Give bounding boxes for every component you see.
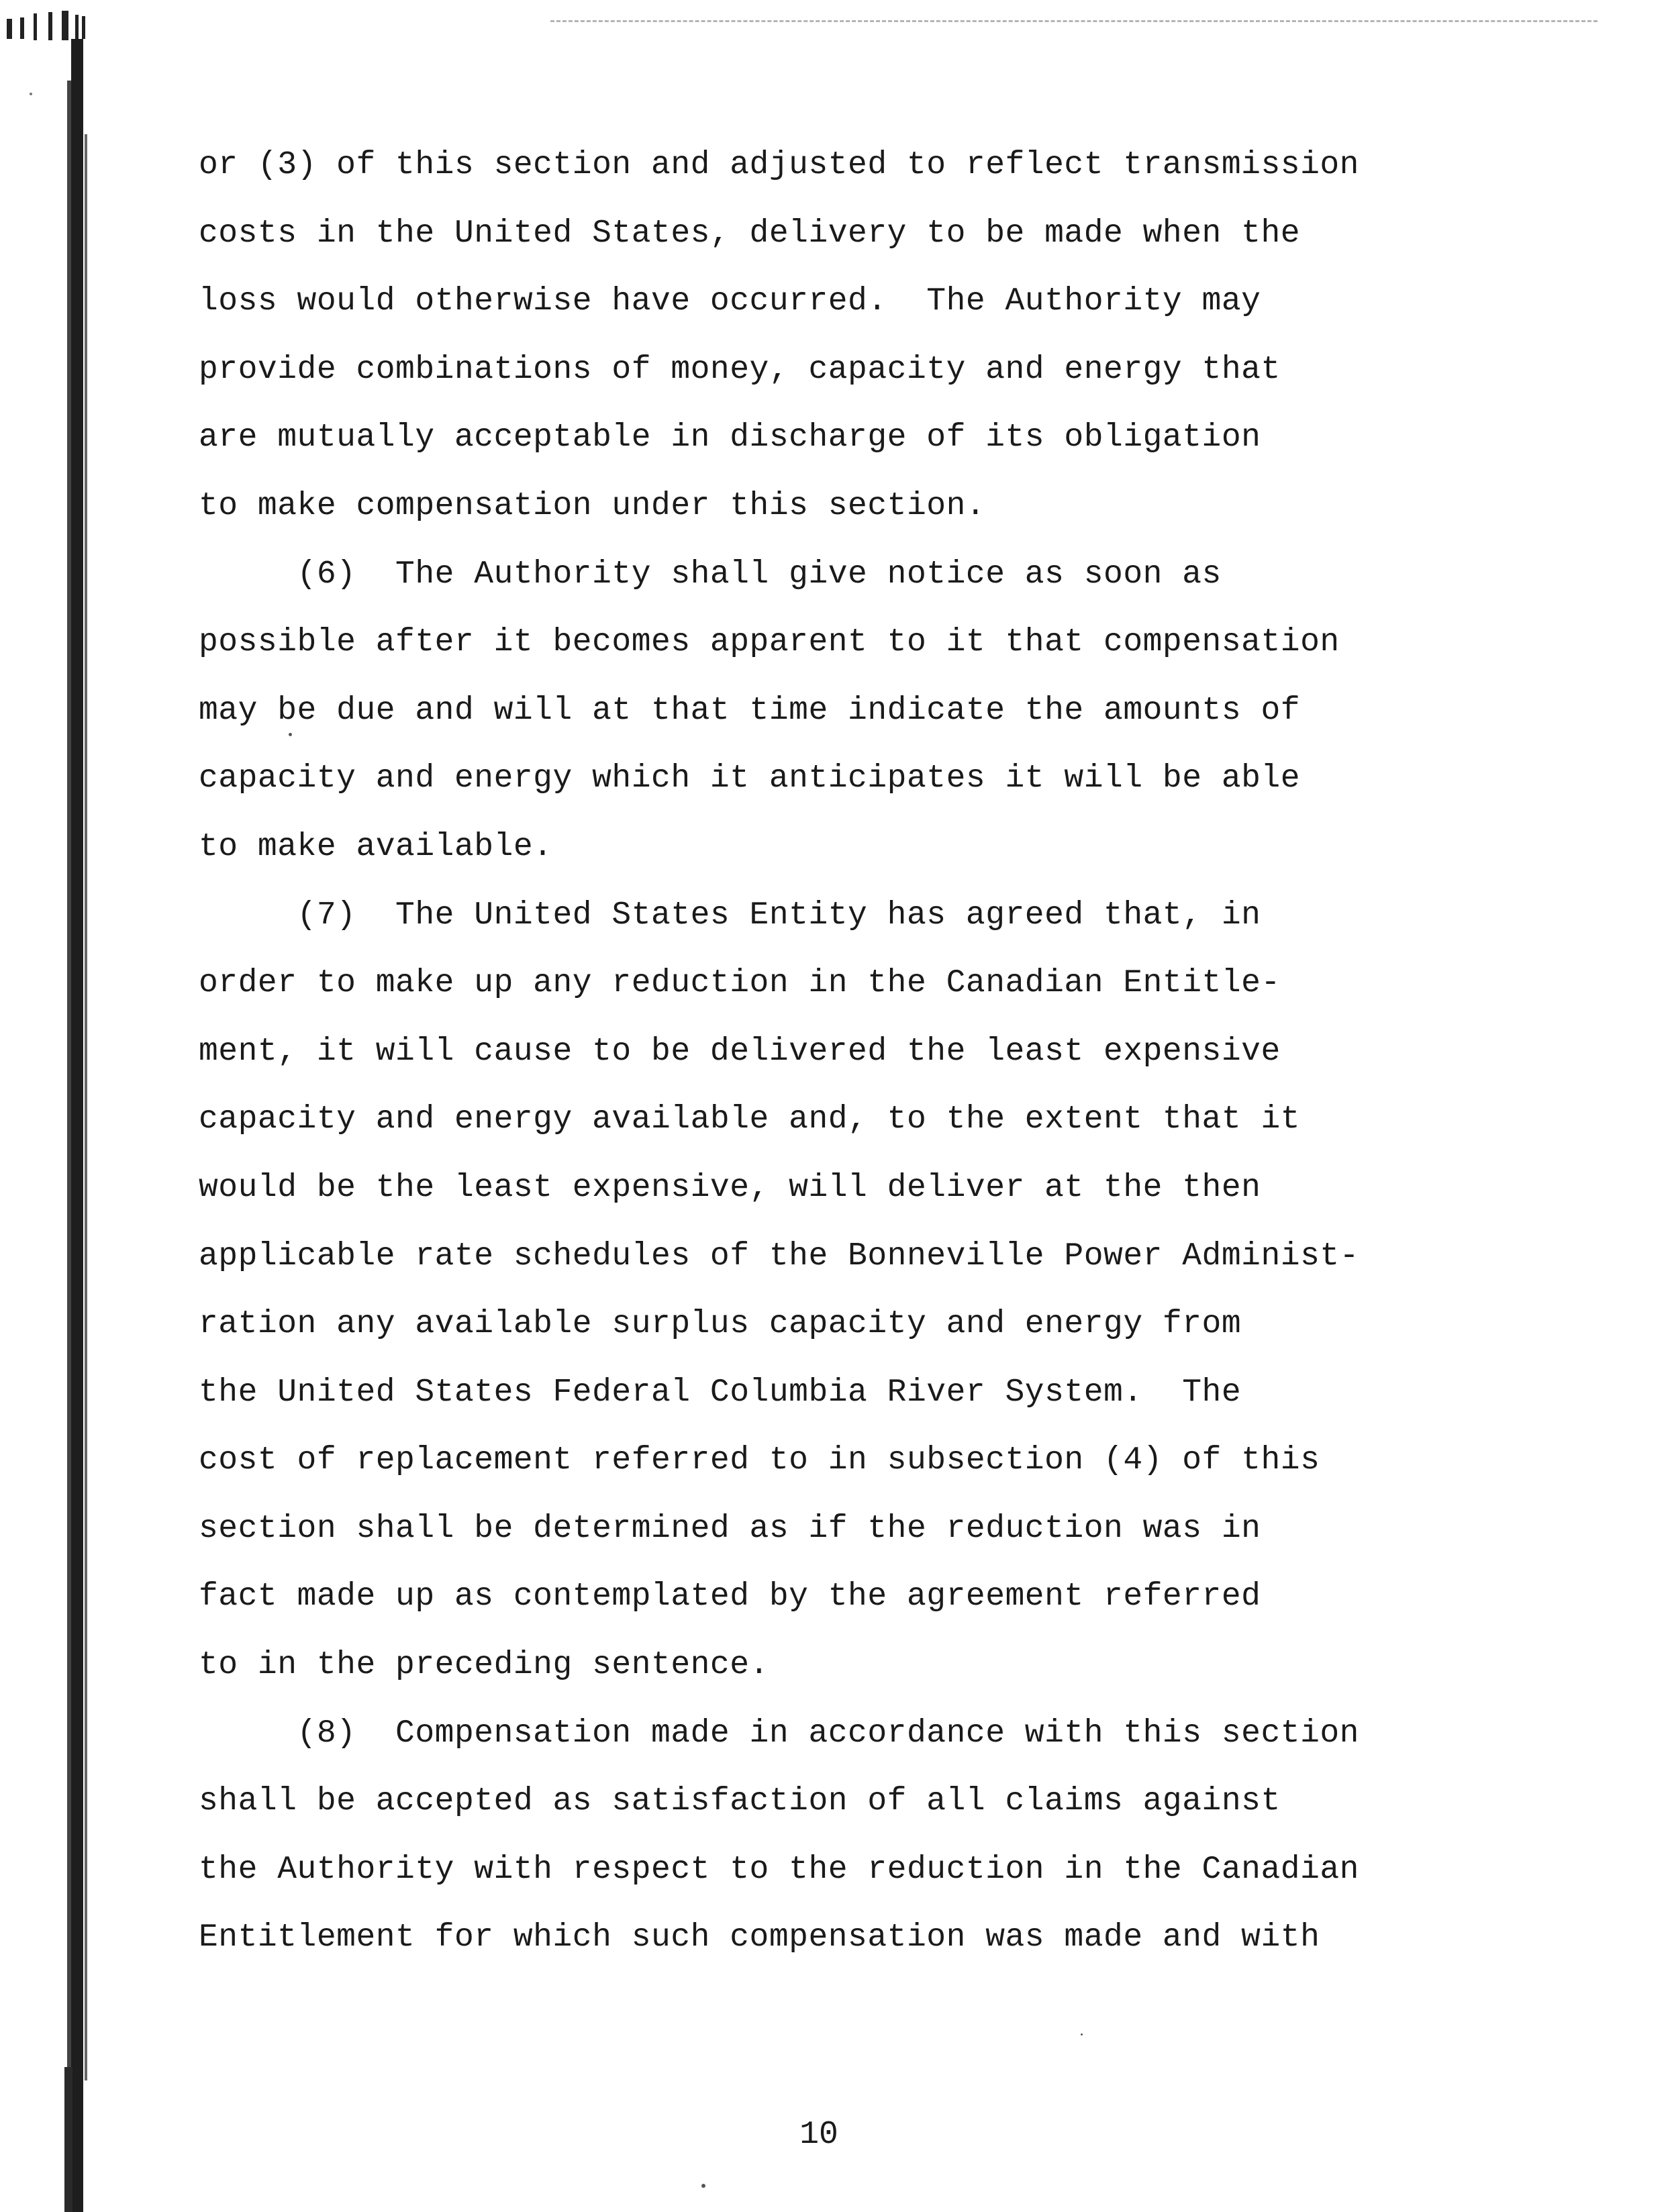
text-line: capacity and energy available and, to the extent that it	[199, 1101, 1301, 1138]
text-line: costs in the United States, delivery to be made when the	[199, 215, 1301, 252]
text-line: Entitlement for which such compensation was made and with	[199, 1919, 1320, 1956]
text-line: are mutually acceptable in discharge of its obligation	[199, 419, 1261, 456]
binding-edge-scan-artifact	[0, 0, 101, 2212]
scan-top-rule	[550, 20, 1598, 22]
text-line: to make compensation under this section.	[199, 487, 986, 524]
text-line: section shall be determined as if the reduction was in	[199, 1510, 1261, 1547]
text-line: the Authority with respect to the reduction in the Canadian	[199, 1851, 1359, 1888]
paragraph-6-start: (6) The Authority shall give notice as soon as	[199, 556, 1222, 593]
text-line: the United States Federal Columbia River System. The	[199, 1374, 1242, 1411]
text-line: would be the least expensive, will deliver at the then	[199, 1169, 1261, 1206]
text-line: shall be accepted as satisfaction of all claims against	[199, 1783, 1281, 1820]
text-line: fact made up as contemplated by the agreement referred	[199, 1578, 1261, 1615]
text-line: or (3) of this section and adjusted to reflect transmission	[199, 147, 1359, 183]
text-line: loss would otherwise have occurred. The Authority may	[199, 283, 1261, 320]
text-line: order to make up any reduction in the Canadian Entitle-	[199, 965, 1281, 1002]
text-line: ration any available surplus capacity and energy from	[199, 1306, 1242, 1343]
text-line: may be due and will at that time indicate the amounts of	[199, 692, 1301, 729]
scan-speck	[1081, 2033, 1083, 2035]
text-line: possible after it becomes apparent to it that compensation	[199, 624, 1340, 661]
scan-speck	[701, 2184, 705, 2188]
page-body-text	[199, 132, 1487, 1972]
text-line: applicable rate schedules of the Bonneville Power Administ-	[199, 1238, 1359, 1274]
text-line: ment, it will cause to be delivered the least expensive	[199, 1033, 1281, 1070]
page-number: 10	[799, 2117, 838, 2153]
text-line: cost of replacement referred to in subsection (4) of this	[199, 1442, 1320, 1479]
paragraph-7-start: (7) The United States Entity has agreed that, in	[199, 897, 1261, 934]
scan-speck	[289, 733, 292, 736]
text-line: to in the preceding sentence.	[199, 1647, 769, 1684]
paragraph-8-start: (8) Compensation made in accordance with this section	[199, 1715, 1359, 1752]
text-line: capacity and energy which it anticipates it will be able	[199, 760, 1301, 797]
text-line: provide combinations of money, capacity and energy that	[199, 351, 1281, 388]
text-line: to make available.	[199, 828, 553, 865]
